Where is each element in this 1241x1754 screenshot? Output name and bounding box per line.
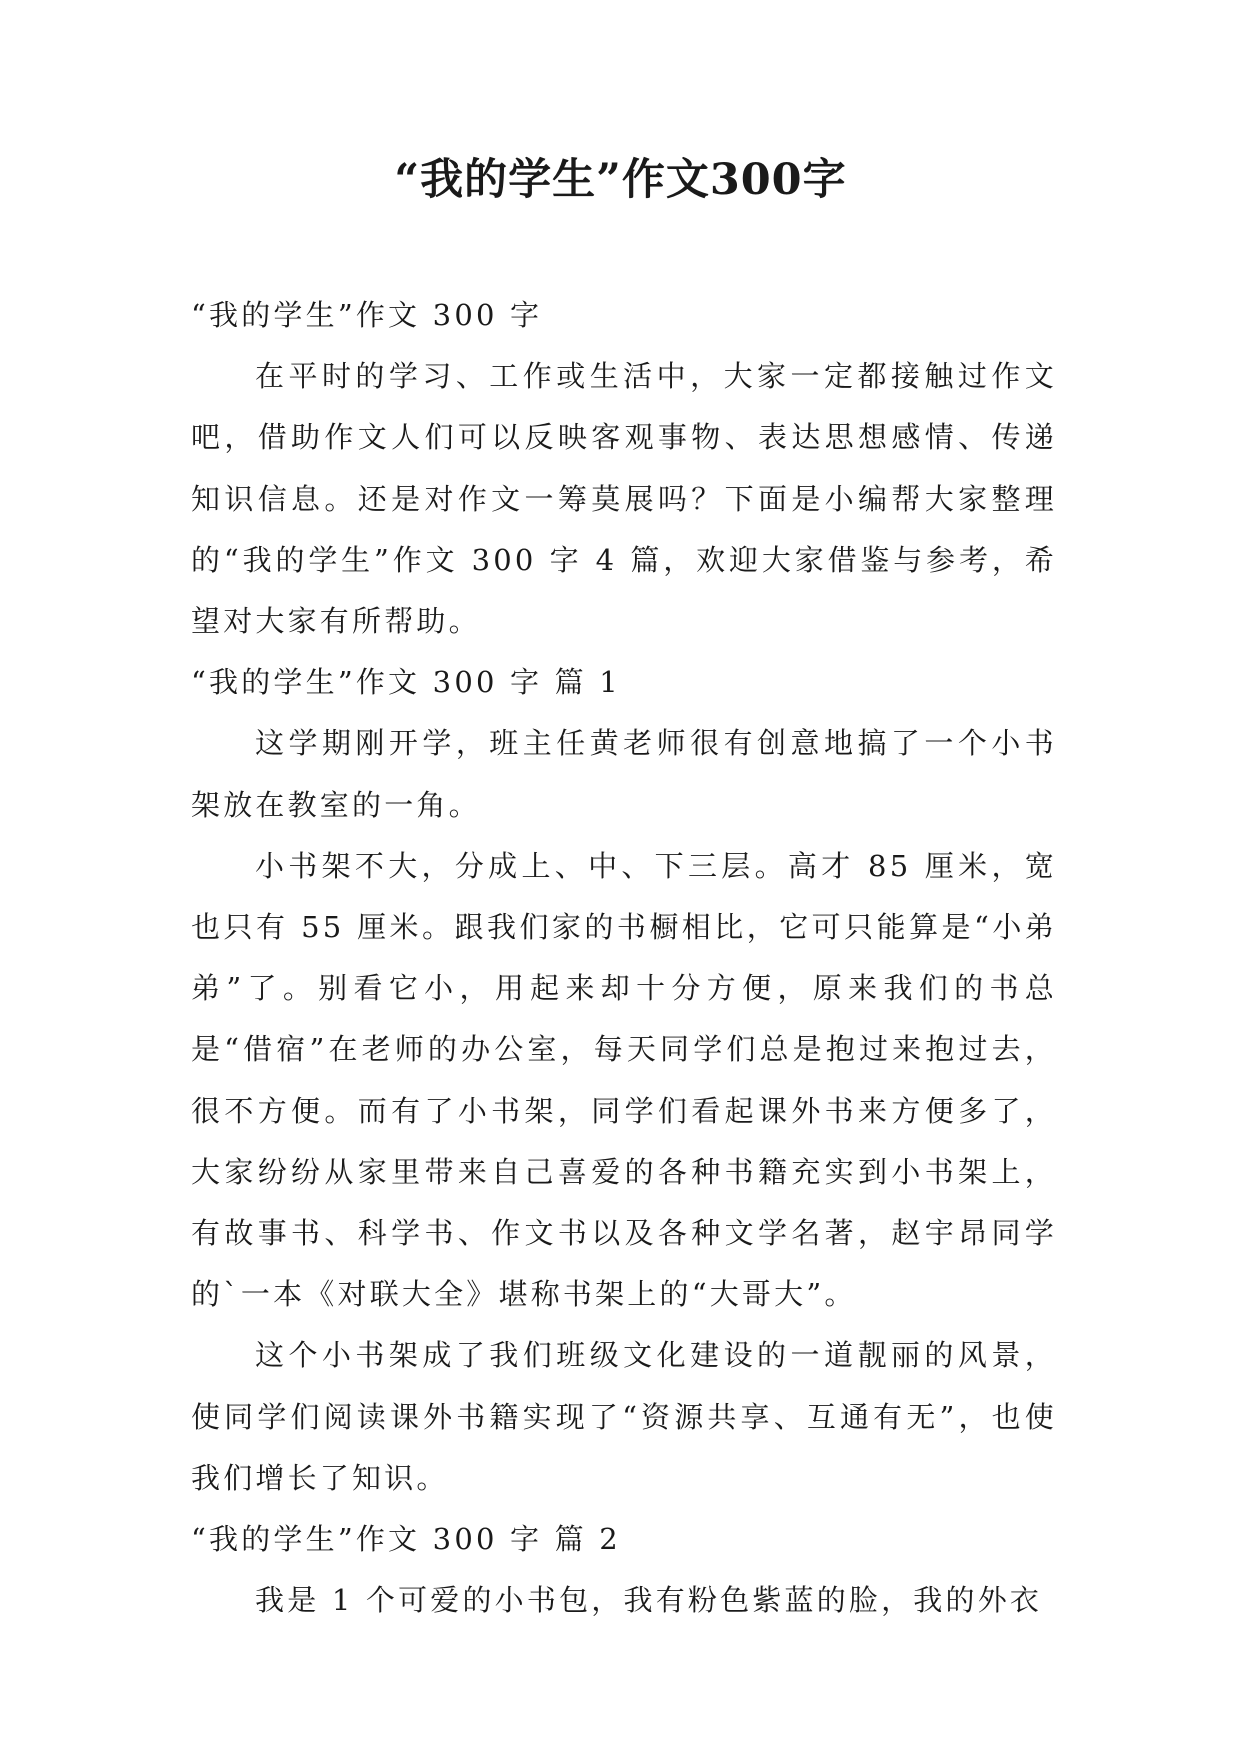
section-1-heading: “我的学生”作文 300 字 篇 1 (191, 665, 621, 700)
document-title: “我的学生”作文300字 (394, 155, 847, 205)
section-1-paragraph-3: 这个小书架成了我们班级文化建设的一道靓丽的风景，使同学们阅读课外书籍实现了“资源共享、互通有无”，也使我们增长了知识。 (191, 1338, 1057, 1495)
intro-heading: “我的学生”作文 300 字 (191, 298, 543, 332)
section-2-heading: “我的学生”作文 300 字 篇 2 (191, 1522, 621, 1557)
document-body (191, 285, 1057, 1631)
section-2-paragraph-1: 我是 1 个可爱的小书包，我有粉色紫蓝的脸，我的外衣 (255, 1583, 1043, 1618)
section-1-paragraph-1: 这学期刚开学，班主任黄老师很有创意地搞了一个小书架放在教室的一角。 (191, 726, 1057, 822)
intro-paragraph: 在平时的学习、工作或生活中，大家一定都接触过作文吧，借助作文人们可以反映客观事物、表达思想感情、传递知识信息。还是对作文一筹莫展吗？下面是小编帮大家整理的“我的学生”作文 300 字 4 篇，欢迎大家借鉴与参考，希望对大家有所帮助。 (191, 359, 1057, 639)
section-1-paragraph-2: 小书架不大，分成上、中、下三层。高才 85 厘米，宽也只有 55 厘米。跟我们家的书橱相比，它可只能算是“小弟弟”了。别看它小，用起来却十分方便，原来我们的书总是“借宿”在老师的办公室，每天同学们总是抱过来抱过去，很不方便。而有了小书架，同学们看起课外书来方便多了，大家纷纷从家里带来自己喜爱的各种书籍充实到小书架上，有故事书、科学书、作文书以及各种文学名著，赵宇昂同学的`一本《对联大全》堪称书架上的“大哥大”。 (191, 848, 1057, 1312)
